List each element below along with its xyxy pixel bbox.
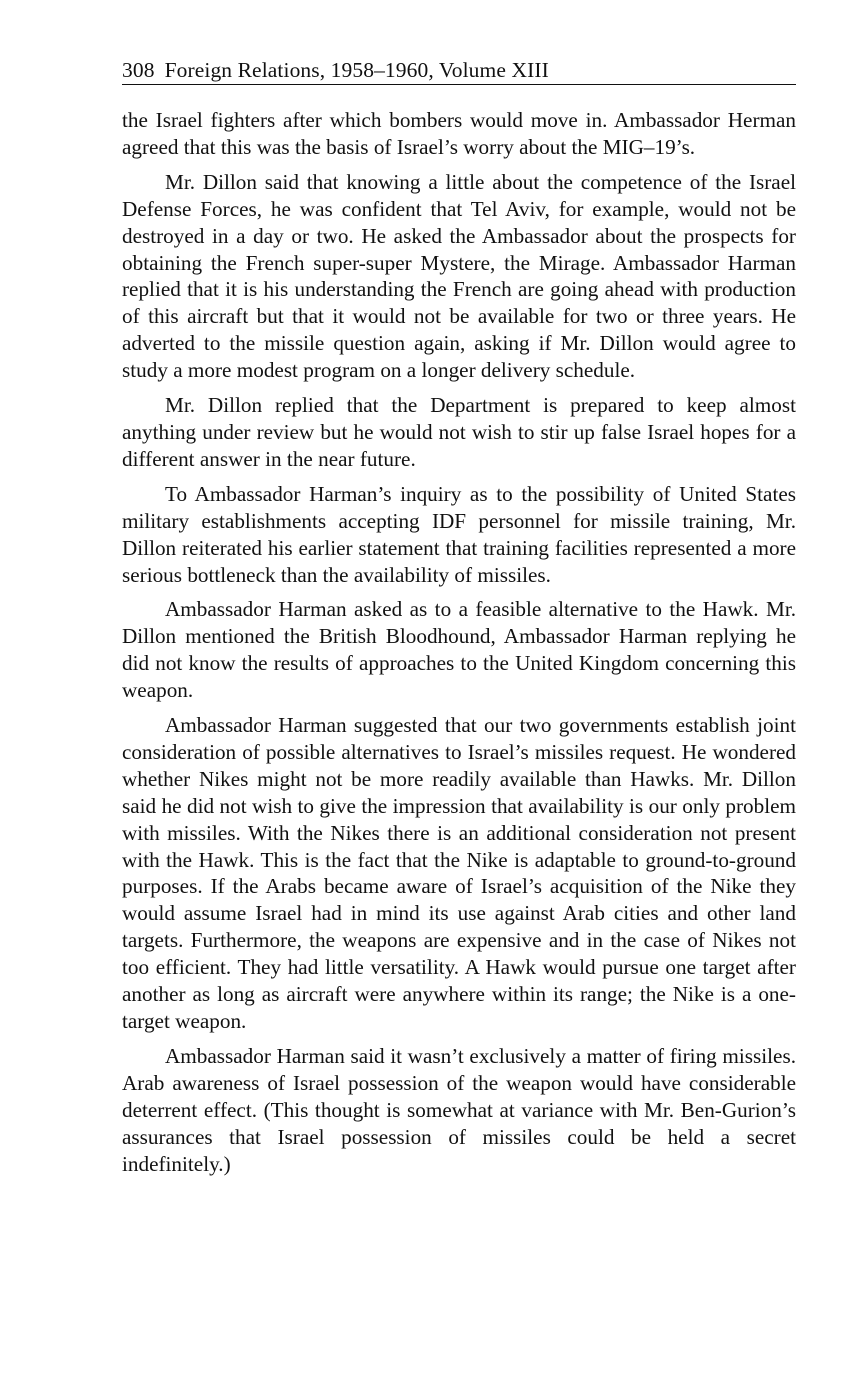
document-page (122, 56, 796, 1185)
paragraph: Ambassador Harman suggested that our two governments establish joint consideration of possible alternatives to Israel’s missiles request. He wondered whether Nikes might not be more readily available than Hawks. Mr. Dillon said he did not wish to give the impression that availability is our only problem with missiles. With the Nikes there is an additional consideration not present with the Hawk. This is the fact that the Nike is adaptable to ground-to-ground purposes. If the Arabs became aware of Israel’s acquisition of the Nike they would assume Israel had in mind its use against Arab cities and other land targets. Furthermore, the weapons are expensive and in the case of Nikes not too efficient. They had little versatility. A Hawk would pursue one target after another as long as aircraft were anywhere within its range; the Nike is a one-target weapon. (122, 713, 796, 1033)
series-title: Foreign Relations, 1958–1960, Volume XIII (164, 58, 549, 82)
paragraph: Mr. Dillon replied that the Department is prepared to keep almost anything under review but he would not wish to stir up false Israel hopes for a different answer in the near future. (122, 393, 796, 471)
paragraph: Ambassador Harman asked as to a feasible alternative to the Hawk. Mr. Dillon mentioned the British Bloodhound, Ambassador Harman replying he did not know the results of approaches to the United Kingdom concerning this weapon. (122, 597, 796, 703)
page-number: 308 (122, 58, 155, 82)
running-header (122, 56, 796, 85)
paragraph: To Ambassador Harman’s inquiry as to the possibility of United States military establishments accepting IDF personnel for missile training, Mr. Dillon reiterated his earlier statement that training facilities represented a more serious bottleneck than the availability of missiles. (122, 481, 796, 587)
paragraph: Ambassador Harman said it wasn’t exclusively a matter of firing missiles. Arab awareness of Israel possession of the weapon would have considerable deterrent effect. (This thought is somewhat at variance with Mr. Ben-Gurion’s assurances that Israel possession of missiles could be held a secret indefinitely.) (122, 1043, 796, 1176)
paragraph-continued: the Israel fighters after which bombers would move in. Ambassador Herman agreed that this was the basis of Israel’s worry about the MIG–19’s. (122, 108, 796, 159)
body-text (122, 107, 796, 1177)
paragraph: Mr. Dillon said that knowing a little about the competence of the Israel Defense Forces, he was confident that Tel Aviv, for example, would not be destroyed in a day or two. He asked the Ambassador about the prospects for obtaining the French super-super Mystere, the Mirage. Ambassador Harman replied that it is his understanding the French are going ahead with production of this aircraft but that it would not be available for two or three years. He adverted to the missile question again, asking if Mr. Dillon would agree to study a more modest program on a longer delivery schedule. (122, 169, 796, 383)
